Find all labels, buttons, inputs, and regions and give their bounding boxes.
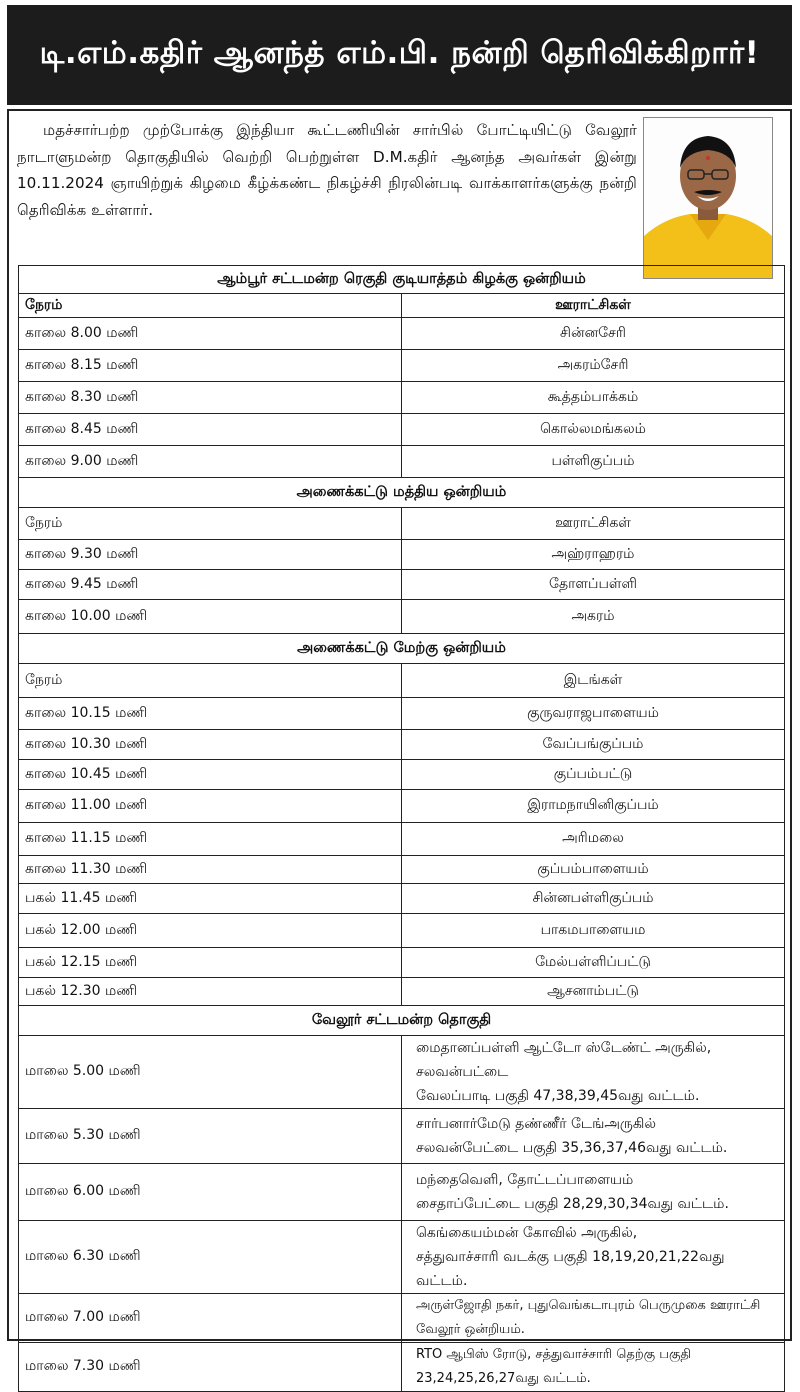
table-row xyxy=(19,790,785,823)
time-cell: பகல் 12.00 மணி xyxy=(19,914,402,948)
table-row xyxy=(19,1294,785,1343)
time-cell: காலை 8.30 மணி xyxy=(19,382,402,414)
header-time: நேரம் xyxy=(19,508,402,540)
table-header-row xyxy=(19,664,785,698)
place-cell: RTO ஆபிஸ் ரோடு, சத்துவாச்சாரி தெற்கு பகுதி 23,24,25,26,27வது வட்டம். xyxy=(402,1343,785,1392)
table-header-row xyxy=(19,508,785,540)
time-cell: பகல் 12.15 மணி xyxy=(19,948,402,978)
header-time: நேரம் xyxy=(19,294,402,318)
header-place: ஊராட்சிகள் xyxy=(402,508,785,540)
table-row xyxy=(19,382,785,414)
place-cell: குப்பம்பாளையம் xyxy=(402,856,785,884)
table-row xyxy=(19,884,785,914)
person-photo xyxy=(643,117,773,279)
table-row xyxy=(19,1164,785,1221)
time-cell: மாலை 6.00 மணி xyxy=(19,1164,402,1221)
table-row xyxy=(19,570,785,600)
place-line: சலவன்பேட்டை பகுதி 35,36,37,46வது வட்டம். xyxy=(416,1140,728,1156)
table-row xyxy=(19,540,785,570)
section-title: அணைக்கட்டு மத்திய ஒன்றியம் xyxy=(19,478,785,508)
place-cell: தோளப்பள்ளி xyxy=(402,570,785,600)
schedule-table xyxy=(18,265,785,1392)
table-row xyxy=(19,318,785,350)
place-cell xyxy=(402,1221,785,1294)
intro-paragraph xyxy=(17,117,637,223)
place-cell: அகரம்சேரி xyxy=(402,350,785,382)
time-cell: மாலை 5.30 மணி xyxy=(19,1109,402,1164)
table-row xyxy=(19,823,785,856)
time-cell: காலை 8.00 மணி xyxy=(19,318,402,350)
time-cell: காலை 9.45 மணி xyxy=(19,570,402,600)
place-cell xyxy=(402,1164,785,1221)
header-time: நேரம் xyxy=(19,664,402,698)
time-cell: காலை 9.30 மணி xyxy=(19,540,402,570)
table-row xyxy=(19,856,785,884)
table-row xyxy=(19,760,785,790)
place-cell: சின்னசேரி xyxy=(402,318,785,350)
time-cell: காலை 10.30 மணி xyxy=(19,730,402,760)
section-title-row xyxy=(19,266,785,294)
section-title: அணைக்கட்டு மேற்கு ஒன்றியம் xyxy=(19,634,785,664)
place-cell: குருவராஜபாளையம் xyxy=(402,698,785,730)
schedule-table-wrapper xyxy=(18,265,785,1392)
place-line: மைதானப்பள்ளி ஆட்டோ ஸ்டேண்ட் அருகில், சலவன்பட்டை xyxy=(416,1040,712,1080)
place-cell xyxy=(402,1109,785,1164)
header-place: இடங்கள் xyxy=(402,664,785,698)
section-title-row xyxy=(19,1006,785,1036)
intro-text: மதச்சார்பற்ற முற்போக்கு இந்தியா கூட்டணியின் சார்பில் போட்டியிட்டு வேலூர் நாடாளுமன்ற தொகுதியில் வெற்றி பெற்றுள்ள D.M.கதிர் ஆனந்த அவர்கள் இன்று 10.11.2024 ஞாயிற்றுக் கிழமை கீழ்க்கண்ட நிகழ்ச்சி நிரலின்படி வாக்காளர்களுக்கு நன்றி தெரிவிக்க உள்ளார். xyxy=(17,121,637,219)
section-title: ஆம்பூர் சட்டமன்ற ரெகுதி குடியாத்தம் கிழக்கு ஒன்றியம் xyxy=(19,266,785,294)
table-row xyxy=(19,914,785,948)
place-line: மந்தைவெளி, தோட்டப்பாளையம் xyxy=(416,1172,634,1188)
place-line: வேலப்பாடி பகுதி 47,38,39,45வது வட்டம். xyxy=(416,1088,700,1104)
place-cell: பாகமபாளையம xyxy=(402,914,785,948)
table-header-row xyxy=(19,294,785,318)
place-cell: அரிமலை xyxy=(402,823,785,856)
place-line: கெங்கையம்மன் கோவில் அருகில், xyxy=(416,1225,638,1241)
title-banner xyxy=(7,5,792,105)
advertisement-page xyxy=(7,5,792,1386)
time-cell: காலை 8.15 மணி xyxy=(19,350,402,382)
time-cell: காலை 9.00 மணி xyxy=(19,446,402,478)
time-cell: மாலை 7.30 மணி xyxy=(19,1343,402,1392)
place-cell: கூத்தம்பாக்கம் xyxy=(402,382,785,414)
time-cell: காலை 10.45 மணி xyxy=(19,760,402,790)
table-row xyxy=(19,350,785,382)
place-cell: அகரம் xyxy=(402,600,785,634)
time-cell: காலை 8.45 மணி xyxy=(19,414,402,446)
place-line: சைதாப்பேட்டை பகுதி 28,29,30,34வது வட்டம். xyxy=(416,1196,729,1212)
time-cell: காலை 10.15 மணி xyxy=(19,698,402,730)
table-row xyxy=(19,446,785,478)
table-row xyxy=(19,1221,785,1294)
table-row xyxy=(19,1109,785,1164)
place-cell xyxy=(402,1036,785,1109)
place-line: சத்துவாச்சாரி வடக்கு பகுதி 18,19,20,21,22வது வட்டம். xyxy=(416,1249,725,1289)
time-cell: காலை 11.30 மணி xyxy=(19,856,402,884)
time-cell: மாலை 5.00 மணி xyxy=(19,1036,402,1109)
page-title: டி.எம்.கதிர் ஆனந்த் எம்.பி. நன்றி தெரிவிக்கிறார்! xyxy=(39,35,760,71)
place-cell: ஆசனாம்பட்டு xyxy=(402,978,785,1006)
place-cell: வேப்பங்குப்பம் xyxy=(402,730,785,760)
time-cell: காலை 10.00 மணி xyxy=(19,600,402,634)
table-row xyxy=(19,600,785,634)
portrait-image xyxy=(644,118,772,278)
table-row xyxy=(19,414,785,446)
time-cell: பகல் 12.30 மணி xyxy=(19,978,402,1006)
section-title-row xyxy=(19,634,785,664)
time-cell: காலை 11.15 மணி xyxy=(19,823,402,856)
section-title: வேலூர் சட்டமன்ற தொகுதி xyxy=(19,1006,785,1036)
table-row xyxy=(19,1036,785,1109)
table-row xyxy=(19,948,785,978)
header-place: ஊராட்சிகள் xyxy=(402,294,785,318)
place-cell: அருள்ஜோதி நகர், புதுவெங்கடாபுரம் பெருமுகை ஊராட்சி வேலூர் ஒன்றியம். xyxy=(402,1294,785,1343)
place-cell: பள்ளிகுப்பம் xyxy=(402,446,785,478)
time-cell: மாலை 7.00 மணி xyxy=(19,1294,402,1343)
table-row xyxy=(19,698,785,730)
place-cell: அஹ்ராஹரம் xyxy=(402,540,785,570)
place-line: சார்பனார்மேடு தண்ணீர் டேங்அருகில் xyxy=(416,1116,656,1132)
place-cell: குப்பம்பட்டு xyxy=(402,760,785,790)
place-cell: இராமநாயினிகுப்பம் xyxy=(402,790,785,823)
time-cell: மாலை 6.30 மணி xyxy=(19,1221,402,1294)
table-row xyxy=(19,1343,785,1392)
place-cell: சின்னபள்ளிகுப்பம் xyxy=(402,884,785,914)
place-cell: மேல்பள்ளிப்பட்டு xyxy=(402,948,785,978)
table-row xyxy=(19,978,785,1006)
section-title-row xyxy=(19,478,785,508)
time-cell: காலை 11.00 மணி xyxy=(19,790,402,823)
time-cell: பகல் 11.45 மணி xyxy=(19,884,402,914)
place-cell: கொல்லமங்கலம் xyxy=(402,414,785,446)
table-row xyxy=(19,730,785,760)
